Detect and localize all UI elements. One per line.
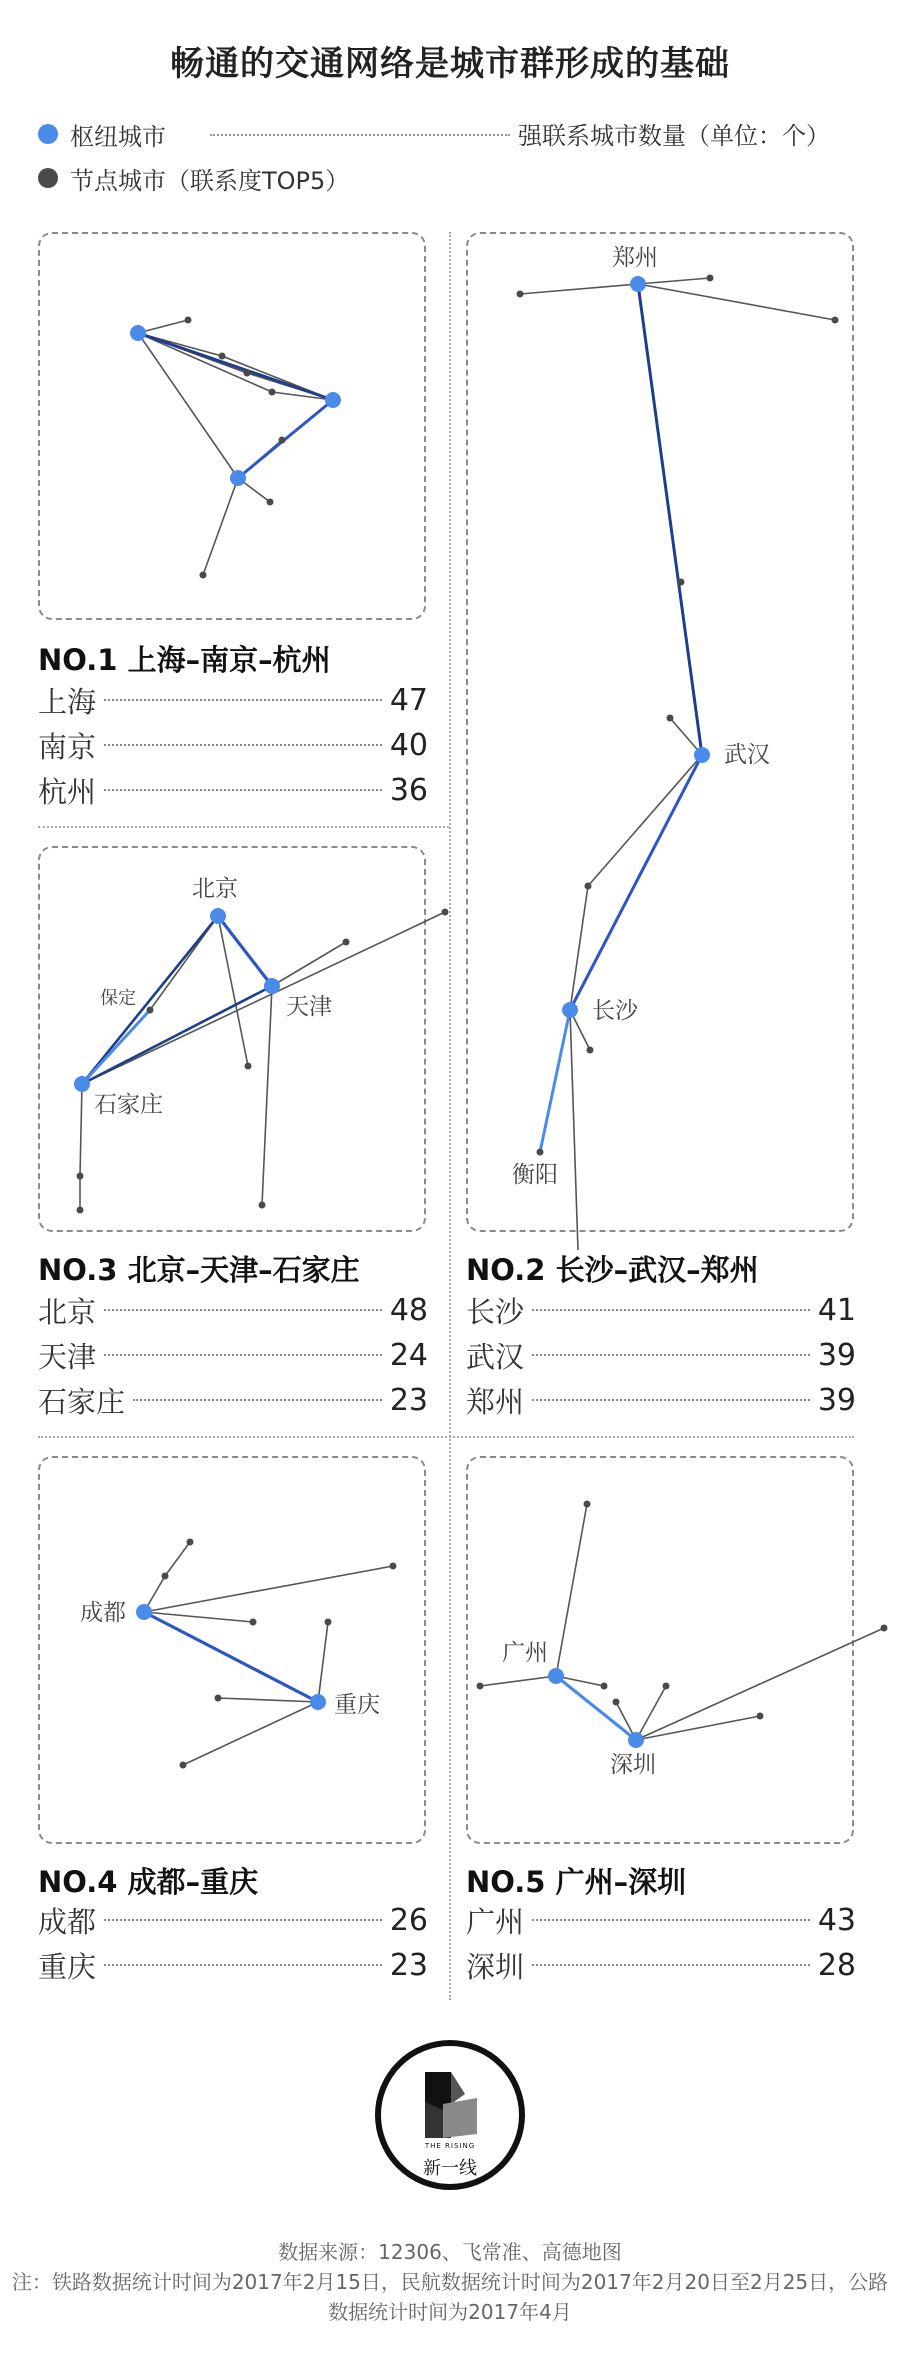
rank-title-no2: NO.2 长沙–武汉–郑州: [466, 1253, 759, 1287]
logo-tagline: THE RISING: [424, 2142, 476, 2150]
network-no5: [480, 1504, 884, 1740]
row-value: 36: [389, 772, 428, 808]
rank-title-no3: NO.3 北京–天津–石家庄: [38, 1253, 360, 1287]
label-hengyang: 衡阳: [512, 1162, 558, 1188]
network-no1: [138, 320, 333, 575]
row-city: 天津: [38, 1339, 97, 1374]
table-row: [38, 725, 428, 765]
row-city: 杭州: [38, 774, 97, 809]
label-baoding: 保定: [100, 988, 136, 1009]
label-changsha: 长沙: [592, 998, 638, 1024]
row-city: 深圳: [466, 1949, 525, 1984]
table-row: [38, 770, 428, 810]
row-city: 武汉: [466, 1339, 525, 1374]
label-shijiazhuang: 石家庄: [94, 1092, 163, 1118]
network-no1-nodes: [130, 317, 341, 579]
row-value: 40: [389, 727, 428, 763]
label-wuhan: 武汉: [724, 742, 770, 768]
rank-title-no5: NO.5 广州–深圳: [466, 1865, 687, 1899]
table-row: [38, 1900, 428, 1940]
brand-logo: [375, 2040, 525, 2190]
row-value: 41: [817, 1292, 856, 1328]
row-city: 长沙: [466, 1294, 525, 1329]
network-no4: [144, 1542, 393, 1765]
table-row: [466, 1900, 856, 1940]
table-row: [466, 1290, 856, 1330]
legend-hub-label: 枢纽城市: [70, 122, 166, 151]
label-shenzhen: 深圳: [610, 1752, 656, 1778]
network-no3: [80, 912, 445, 1210]
row-value: 48: [389, 1292, 428, 1328]
row-city: 重庆: [38, 1949, 97, 1984]
network-no2: [520, 278, 835, 1250]
row-city: 上海: [38, 684, 97, 719]
row-value: 28: [817, 1947, 856, 1983]
table-row: [38, 1290, 428, 1330]
row-value: 39: [817, 1337, 856, 1373]
label-beijing: 北京: [192, 876, 238, 902]
row-city: 石家庄: [38, 1384, 126, 1419]
rank-title-no4: NO.4 成都–重庆: [38, 1865, 259, 1899]
row-value: 26: [389, 1902, 428, 1938]
table-row: [38, 680, 428, 720]
row-value: 23: [389, 1947, 428, 1983]
data-source: 数据来源：12306、飞常准、高德地图: [278, 2240, 622, 2264]
table-row: [38, 1380, 428, 1420]
legend-count-label: 强联系城市数量（单位：个）: [518, 122, 830, 150]
footnote-line1: 注：铁路数据统计时间为2017年2月15日，民航数据统计时间为2017年2月20日至2月25日，公路: [11, 2270, 889, 2294]
row-city: 广州: [466, 1904, 525, 1939]
row-value: 24: [389, 1337, 428, 1373]
legend-node-label: 节点城市（联系度TOP5）: [70, 166, 350, 195]
row-value: 23: [389, 1382, 428, 1418]
page-title: 畅通的交通网络是城市群形成的基础: [170, 44, 730, 84]
table-row: [466, 1945, 856, 1985]
row-city: 南京: [38, 729, 97, 764]
row-value: 47: [389, 682, 428, 718]
network-no2-nodes: [517, 275, 839, 1156]
table-row: [38, 1335, 428, 1375]
table-row: [466, 1380, 856, 1420]
label-chongqing: 重庆: [334, 1692, 380, 1718]
footnote-line2: 数据统计时间为2017年4月: [328, 2300, 572, 2324]
label-zhengzhou: 郑州: [612, 245, 658, 271]
row-city: 成都: [38, 1904, 97, 1939]
network-no5-nodes: [477, 1501, 888, 1749]
label-tianjin: 天津: [286, 994, 332, 1020]
row-city: 北京: [38, 1294, 97, 1329]
row-city: 郑州: [466, 1384, 525, 1419]
table-row: [466, 1335, 856, 1375]
table-row: [38, 1945, 428, 1985]
row-value: 39: [817, 1382, 856, 1418]
rank-title-no1: NO.1 上海–南京–杭州: [38, 643, 331, 677]
label-guangzhou: 广州: [502, 1640, 548, 1666]
logo-text: 新一线: [423, 2158, 477, 2179]
row-value: 43: [817, 1902, 856, 1938]
label-chengdu: 成都: [80, 1600, 126, 1626]
